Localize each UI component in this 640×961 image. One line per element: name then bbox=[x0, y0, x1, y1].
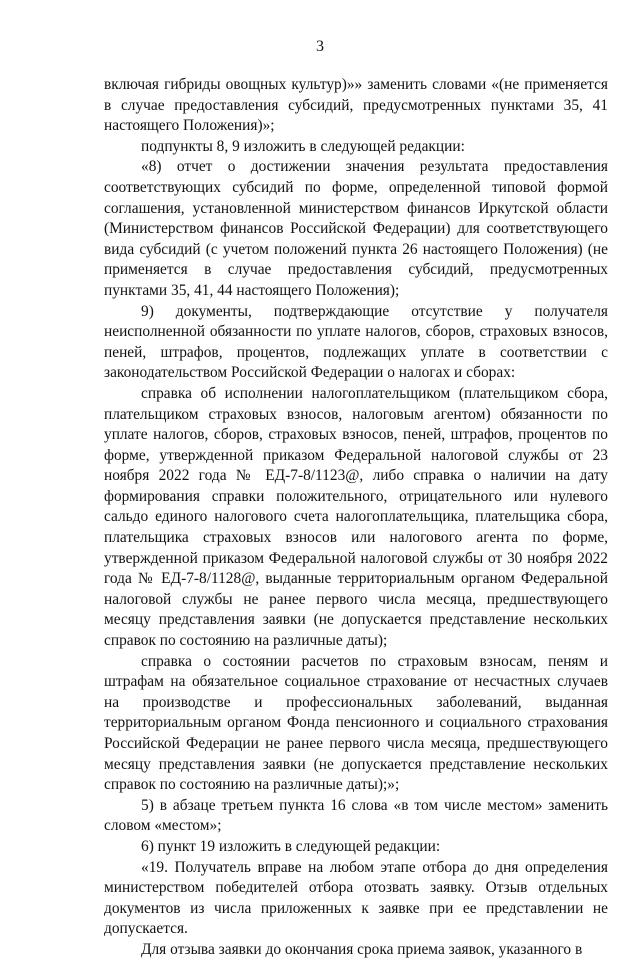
page-number: 3 bbox=[316, 38, 324, 55]
paragraph-6: справка о состоянии расчетов по страховым взносам, пеням и штрафам на обязательное социальное страхование от несчастных случаев на производстве и профессиональных заболеваний, выданная территориальным органом Фонда пенсионного и социального страхования Российской Федерации не ранее первого числа месяца, предшествующего месяцу представления заявки (не допускается представление нескольких справок по состоянию на различные даты);»; bbox=[104, 652, 608, 794]
paragraph-10: Для отзыва заявки до окончания срока приема заявок, указанного в bbox=[141, 940, 583, 958]
paragraph-2: подпункты 8, 9 изложить в следующей редакции: bbox=[141, 137, 465, 155]
paragraph-1: включая гибриды овощных культур)»» заменить словами «(не применяется в случае предоставления субсидий, предусмотренных пунктами 35, 41 настоящего Положения)»; bbox=[104, 76, 608, 135]
paragraph-3: «8) отчет о достижении значения результата предоставления соответствующих субсидий по форме, определенной типовой формой соглашения, установленной министерством финансов Иркутской области (Министерством финансов Российской Федерации) для соответствующего вида субсидий (с учетом положений пункта 26 настоящего Положения) (не применяется в случае предоставления субсидий, предусмотренных пунктами 35, 41, 44 настоящего Положения); bbox=[104, 158, 608, 299]
paragraph-8: 6) пункт 19 изложить в следующей редакции: bbox=[141, 837, 441, 855]
paragraph-4: 9) документы, подтверждающие отсутствие у получателя неисполненной обязанности по уплате налогов, сборов, страховых взносов, пеней, штрафов, процентов, подлежащих уплате в соответствии с законодательством Российской Федерации о налогах и сборах: bbox=[104, 302, 608, 382]
paragraph-7: 5) в абзаце третьем пункта 16 слова «в том числе местом» заменить словом «местом»; bbox=[104, 796, 608, 835]
paragraph-9: «19. Получатель вправе на любом этапе отбора до дня определения министерством победителей отбора отозвать заявку. Отзыв отдельных документов из числа приложенных к заявке при ее представлении не допускается. bbox=[104, 858, 608, 938]
paragraph-5: справка об исполнении налогоплательщиком (плательщиком сбора, плательщиком страховых взносов, налоговым агентом) обязанности по уплате налогов, сборов, страховых взносов, пеней, штрафов, процентов по форме, утвержденной приказом Федеральной налоговой службы от 23 ноября 2022 года № ЕД-7-8/1123@, либо справка о наличии на дату формирования справки положительного, отрицательного или нулевого сальдо единого налогового счета налогоплательщика, плательщика сбора, плательщика страховых взносов или налогового агента по форме, утвержденной приказом Федеральной налоговой службы от 30 ноября 2022 года № ЕД-7-8/1128@, выданные территориальным органом Федеральной налоговой службы не ранее первого числа месяца, предшествующего месяцу представления заявки (не допускается представление нескольких справок по состоянию на различные даты); bbox=[104, 384, 608, 650]
document-body bbox=[104, 75, 608, 961]
